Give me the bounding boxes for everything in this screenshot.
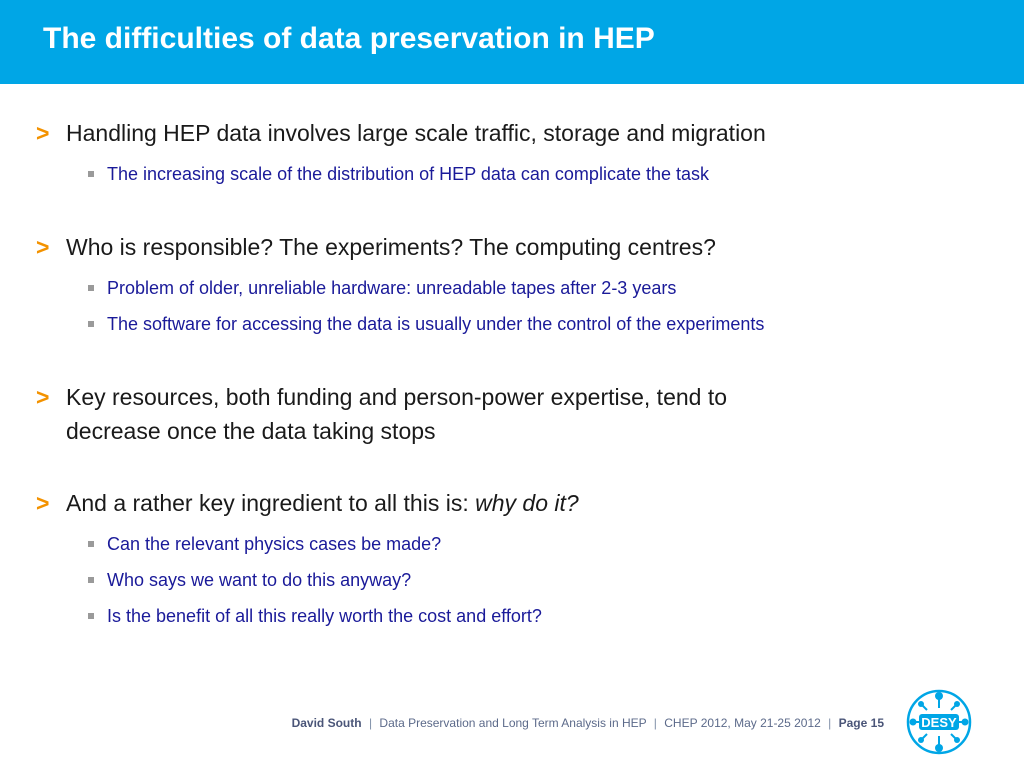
sub-bullet-item (36, 568, 986, 592)
slide-title: The difficulties of data preservation in HEP (43, 22, 655, 55)
sub-bullet-text: Can the relevant physics cases be made? (107, 534, 442, 554)
footer (292, 716, 884, 730)
logo-text: DESY (921, 715, 957, 730)
footer-separator: | (368, 716, 373, 730)
square-bullet-icon (88, 321, 94, 327)
bullet-marker-icon: > (36, 490, 50, 516)
footer-page-number: Page 15 (838, 716, 884, 730)
bullet-marker-icon: > (36, 234, 50, 260)
spacer (36, 336, 986, 380)
sub-bullet-item (36, 604, 986, 628)
footer-talk-title: Data Preservation and Long Term Analysis in HEP (379, 716, 647, 730)
bullet-item (36, 116, 986, 150)
bullet-text-line-2: decrease once the data taking stops (66, 418, 436, 444)
bullet-marker-icon: > (36, 120, 50, 146)
bullet-item (36, 380, 986, 448)
bullet-text: And a rather key ingredient to all this is: (66, 490, 476, 516)
spacer (36, 186, 986, 230)
square-bullet-icon (88, 613, 94, 619)
footer-author: David South (291, 716, 362, 730)
sub-bullet-text: Is the benefit of all this really worth the cost and effort? (107, 606, 542, 626)
slide-content (36, 116, 986, 628)
bullet-text: Who is responsible? The experiments? The computing centres? (66, 234, 716, 260)
footer-event: CHEP 2012, May 21-25 2012 (664, 716, 821, 730)
footer-separator: | (653, 716, 657, 730)
square-bullet-icon (88, 171, 94, 177)
bullet-item (36, 230, 986, 264)
sub-bullet-item (36, 532, 986, 556)
desy-logo-icon (905, 688, 973, 756)
footer-separator: | (828, 716, 832, 730)
sub-bullet-text: The software for accessing the data is usually under the control of the experiments (107, 314, 765, 334)
sub-bullet-item (36, 162, 986, 186)
bullet-text: Handling HEP data involves large scale traffic, storage and migration (66, 120, 766, 146)
sub-bullet-text: The increasing scale of the distribution of HEP data can complicate the task (107, 164, 709, 184)
sub-bullet-text: Who says we want to do this anyway? (107, 570, 412, 590)
spacer (36, 448, 986, 486)
square-bullet-icon (88, 541, 94, 547)
title-bar (0, 0, 1024, 84)
bullet-text-italic: why do it? (475, 490, 579, 516)
bullet-item (36, 486, 986, 520)
square-bullet-icon (88, 577, 94, 583)
sub-bullet-item (36, 276, 986, 300)
sub-bullet-item (36, 312, 986, 336)
sub-bullet-text: Problem of older, unreliable hardware: unreadable tapes after 2-3 years (107, 278, 677, 298)
bullet-text-line-1: Key resources, both funding and person-power expertise, tend to (66, 384, 728, 410)
bullet-marker-icon: > (36, 384, 50, 410)
square-bullet-icon (88, 285, 94, 291)
